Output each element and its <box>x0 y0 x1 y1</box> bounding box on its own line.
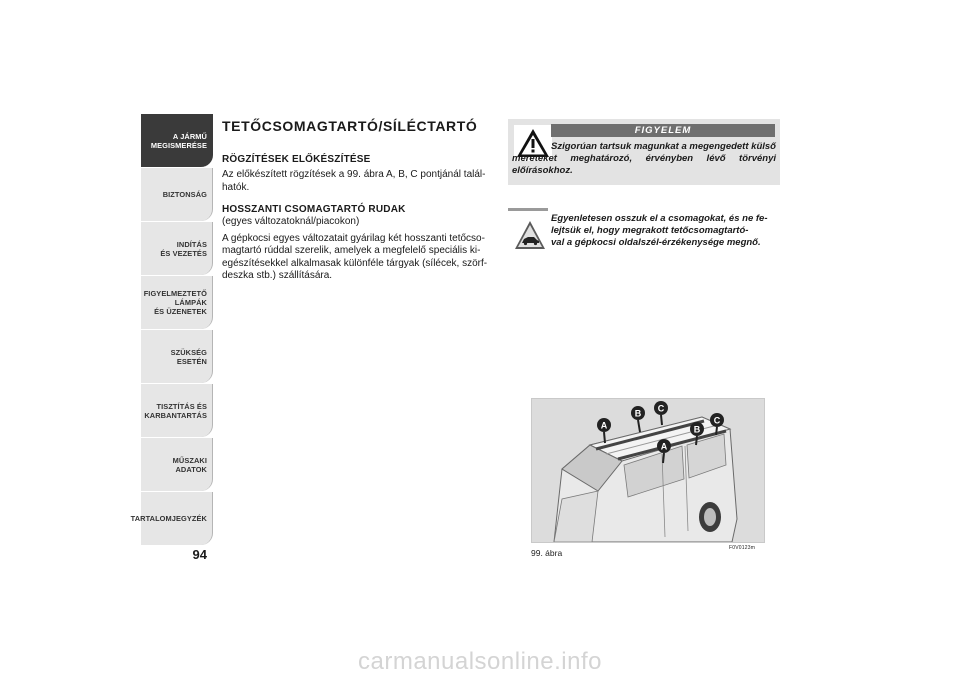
tab-figyelmezteto-lampak[interactable]: FIGYELMEZTETŐ LÁMPÁK ÉS ÜZENETEK <box>141 276 213 329</box>
section-note-rudak: (egyes változatoknál/piacokon) <box>222 216 360 227</box>
marker-a-left <box>597 418 611 443</box>
svg-text:C: C <box>713 415 721 426</box>
figure-roof-rack <box>531 398 765 543</box>
tab-jarmu-megismerese[interactable]: A JÁRMŰ MEGISMERÉSE <box>141 114 213 167</box>
tab-szukseg-eseten[interactable]: SZÜKSÉG ESETÉN <box>141 330 213 383</box>
marker-b-left <box>631 406 645 432</box>
van-illustration <box>532 399 764 542</box>
tab-tisztitas[interactable]: TISZTÍTÁS ÉS KARBANTARTÁS <box>141 384 213 437</box>
tab-inditas[interactable]: INDÍTÁS ÉS VEZETÉS <box>141 222 213 275</box>
warning-header: FIGYELEM <box>551 124 775 137</box>
left-column <box>222 118 494 293</box>
car-info-icon <box>514 220 546 250</box>
warning-box <box>508 119 780 185</box>
tab-muszaki-adatok[interactable]: MŰSZAKI ADATOK <box>141 438 213 491</box>
figure-code: F0V0123m <box>729 545 756 551</box>
tab-biztonsag[interactable]: BIZTONSÁG <box>141 168 213 221</box>
section-text-rogzitesek: Az előkészített rögzítések a 99. ábra A, B, C pontjánál talál- hatók. <box>222 169 486 193</box>
note-box <box>508 208 780 258</box>
section-heading-rogzitesek: RÖGZÍTÉSEK ELŐKÉSZÍTÉSE <box>222 154 371 165</box>
note-text: Egyenletesen osszuk el a csomagokat, és ne fe- lejtsük el, hogy megrakott tetőcsomagtartó- val a gépkocsi oldalszél-érzékenysége megnő. <box>551 213 768 248</box>
section-heading-rudak: HOSSZANTI CSOMAGTARTÓ RUDAK <box>222 204 406 215</box>
marker-c-left <box>654 401 668 425</box>
figure-caption: 99. ábra <box>531 548 563 558</box>
tab-tartalomjegyzek[interactable]: TARTALOMJEGYZÉK <box>141 492 213 545</box>
svg-text:B: B <box>693 424 701 435</box>
svg-text:B: B <box>634 408 642 419</box>
page-number: 94 <box>192 547 207 562</box>
page-title: TETŐCSOMAGTARTÓ/SÍLÉCTARTÓ <box>222 118 478 134</box>
svg-text:A: A <box>660 441 668 452</box>
svg-text:A: A <box>600 420 608 431</box>
warning-text: Szigorúan tartsuk magunkat a megengedett külső méreteket meghatározó, érvényben lévő törvényi előírásokhoz. <box>512 141 776 176</box>
section-text-rudak: A gépkocsi egyes változatait gyárilag két hosszanti tetőcso- magtartó rúddal szerelik, amelyek a megfelelő speciális ki- egészítésekkel alkalmasak különféle tárgyak (sílécek, szörf- deszka stb.) szállítására. <box>222 232 488 281</box>
watermark: carmanualsonline.info <box>358 648 602 675</box>
svg-text:C: C <box>657 403 665 414</box>
note-divider <box>508 208 548 211</box>
